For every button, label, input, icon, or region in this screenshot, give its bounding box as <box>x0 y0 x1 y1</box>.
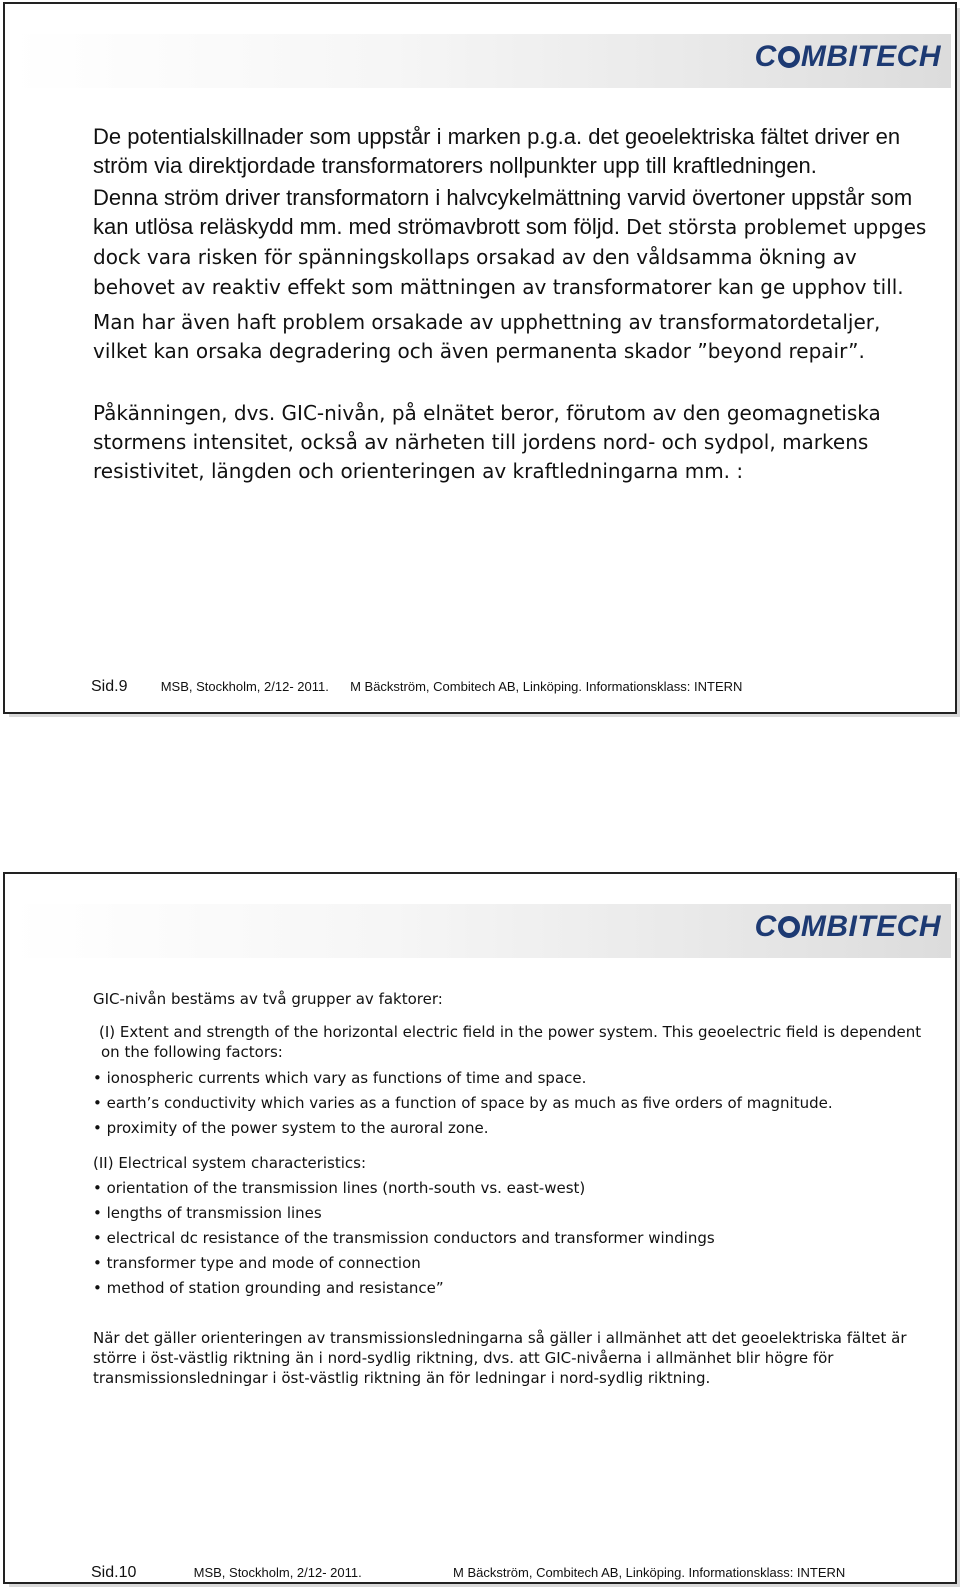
paragraph-heating: Man har även haft problem orsakade av upphettning av transformatordetaljer, vilket kan orsaka degradering och även permanenta skador ”beyond repair”. <box>93 310 881 363</box>
slide-number: Sid.10 <box>91 1564 137 1581</box>
list-item: • earth’s conductivity which varies as a function of space by as much as five orders of magnitude. <box>93 1094 833 1112</box>
paragraph-current-a <box>93 183 933 302</box>
list-item: • proximity of the power system to the auroral zone. <box>93 1119 489 1137</box>
list-item: • transformer type and mode of connection <box>93 1254 421 1272</box>
footer-author: M Bäckström, Combitech AB, Linköping. Informationsklass: INTERN <box>350 679 743 694</box>
slide-body <box>93 989 933 1388</box>
paragraph-potential: De potentialskillnader som uppstår i marken p.g.a. det geoelektriska fältet driver en ström via direktjordade transformatorers nollpunkter upp till kraftledningen. <box>93 124 901 178</box>
paragraph-current-text: Denna ström driver transformatorn i halvcykelmättning varvid övertoner uppstår som kan utlösa reläskydd mm. med strömavbrott som följd. <box>93 185 913 239</box>
slide-footer <box>91 678 742 696</box>
slide-number: Sid.9 <box>91 678 128 695</box>
footer-event: MSB, Stockholm, 2/12- 2011. <box>193 1565 362 1580</box>
conclusion-text: När det gäller orienteringen av transmissionsledningarna så gäller i allmänhet att det geoelektriska fältet är större i öst-västlig riktning än i nord-sydlig riktning, dvs. att GIC-nivåerna i allmänhet blir högre för transmissionsledningar i öst-västlig riktning än för ledningar i nord-sydlig riktning. <box>93 1329 907 1387</box>
paragraph-stress: Påkänningen, dvs. GIC-nivån, på elnätet beror, förutom av den geomagnetiska stormens intensitet, också av närheten till jordens nord- och sydpol, markens resistivitet, längden och orienteringen av kraftledningarna mm. : <box>93 401 881 483</box>
slide-shadow <box>9 1584 960 1587</box>
slide-9 <box>3 2 957 714</box>
slide-10 <box>3 872 957 1584</box>
list-item: • lengths of transmission lines <box>93 1204 322 1222</box>
list-item: • method of station grounding and resistance” <box>93 1279 444 1297</box>
list-item: • electrical dc resistance of the transmission conductors and transformer windings <box>93 1229 715 1247</box>
footer-event: MSB, Stockholm, 2/12- 2011. <box>160 679 329 694</box>
combitech-logo: C MBITECH <box>754 40 941 73</box>
list-item: • ionospheric currents which vary as functions of time and space. <box>93 1069 587 1087</box>
group2-title: (II) Electrical system characteristics: <box>93 1154 367 1172</box>
intro-text: GIC-nivån bestäms av två grupper av faktorer: <box>93 990 443 1008</box>
slide-shadow <box>9 714 960 717</box>
list-item: • orientation of the transmission lines (north-south vs. east-west) <box>93 1179 586 1197</box>
combitech-logo: C MBITECH <box>754 910 941 943</box>
footer-author: M Bäckström, Combitech AB, Linköping. Informationsklass: INTERN <box>453 1565 846 1580</box>
paragraph-collapse-text: Det största problemet uppges dock vara risken för spänningskollaps orsakad av den våldsamma ökning av behovet av reaktiv effekt som mättningen av transformatorer kan ge upphov till. <box>93 215 927 299</box>
slide-footer <box>91 1564 845 1582</box>
slide-body <box>93 122 933 486</box>
group1-title: (I) Extent and strength of the horizontal electric field in the power system. This geoelectric field is dependent on the following factors: <box>99 1023 922 1061</box>
